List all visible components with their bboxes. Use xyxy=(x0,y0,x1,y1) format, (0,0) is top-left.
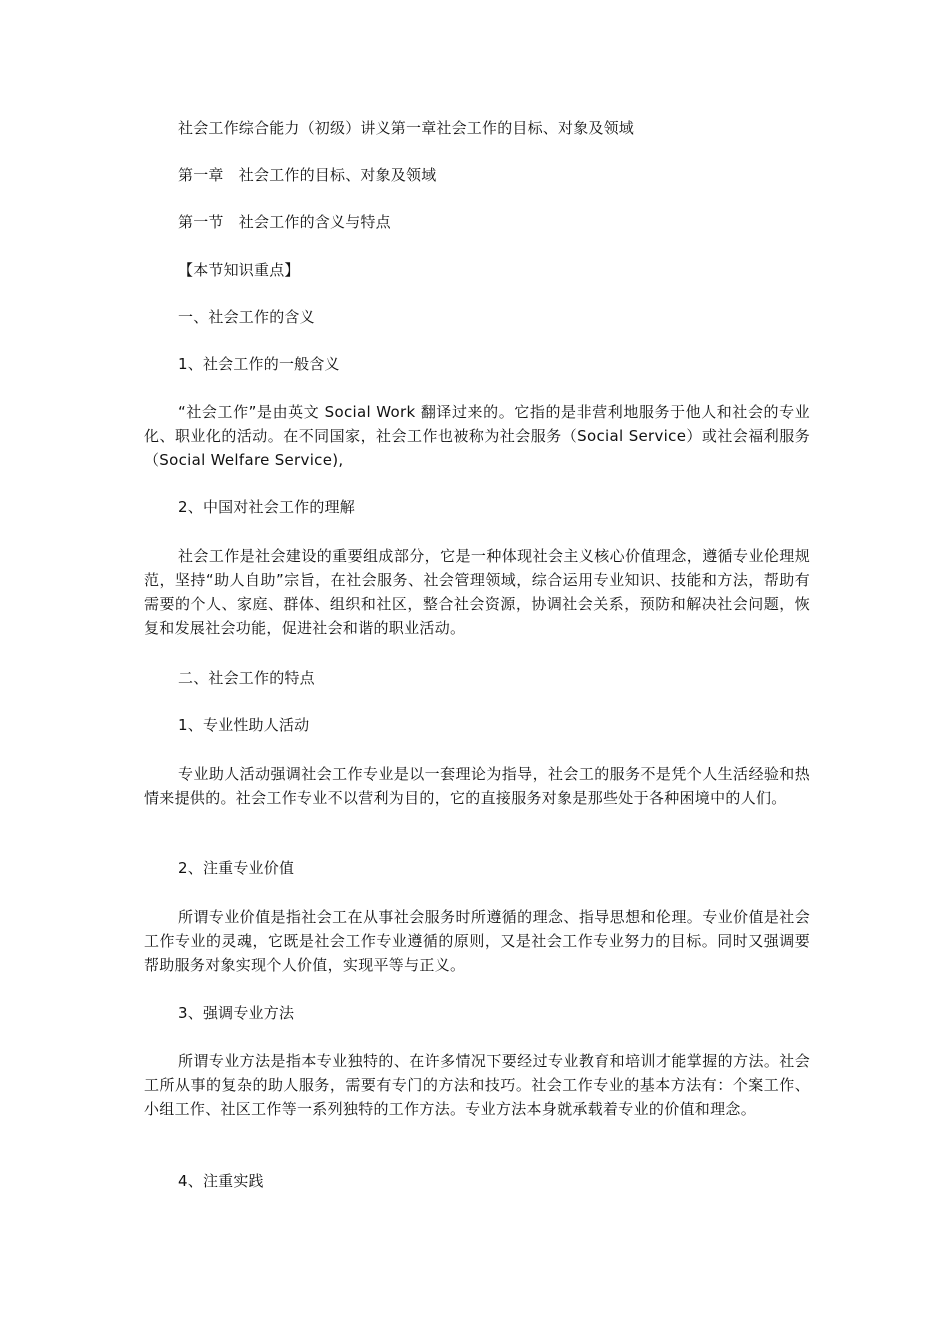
feature2-heading: 2、注重专业价值 xyxy=(178,859,295,877)
meaning-china-heading: 2、中国对社会工作的理解 xyxy=(178,498,355,516)
part1-heading: 一、社会工作的含义 xyxy=(178,308,315,326)
feature1-heading: 1、专业性助人活动 xyxy=(178,716,310,734)
feature3-paragraph: 所谓专业方法是指本专业独特的、在许多情况下要经过专业教育和培训才能掌握的方法。社会工所从事的复杂的助人服务，需要有专门的方法和技巧。社会工作专业的基本方法有：个案工作、小组工作、社区工作等一系列独特的工作方法。专业方法本身就承载着专业的价值和理念。 xyxy=(144,1052,810,1118)
meaning-general-heading: 1、社会工作的一般含义 xyxy=(178,355,340,373)
key-points-label: 【本节知识重点】 xyxy=(178,261,300,279)
meaning-china-paragraph: 社会工作是社会建设的重要组成部分，它是一种体现社会主义核心价值理念，遵循专业伦理规范，坚持“助人自助”宗旨，在社会服务、社会管理领域，综合运用专业知识、技能和方法，帮助有需要的个人、家庭、群体、组织和社区，整合社会资源，协调社会关系，预防和解决社会问题，恢复和发展社会功能，促进社会和谐的职业活动。 xyxy=(144,547,810,637)
chapter-heading: 第一章 社会工作的目标、对象及领域 xyxy=(178,166,437,184)
meaning-general-paragraph: “社会工作”是由英文 Social Work 翻译过来的。它指的是非营利地服务于他人和社会的专业化、职业化的活动。在不同国家，社会工作也被称为社会服务（Social Service）或社会福利服务（Social Welfare Service), xyxy=(144,403,810,469)
feature4-heading: 4、注重实践 xyxy=(178,1172,264,1190)
feature2-paragraph: 所谓专业价值是指社会工在从事社会服务时所遵循的理念、指导思想和伦理。专业价值是社会工作专业的灵魂，它既是社会工作专业遵循的原则，又是社会工作专业努力的目标。同时又强调要帮助服务对象实现个人价值，实现平等与正义。 xyxy=(144,908,810,974)
section-heading: 第一节 社会工作的含义与特点 xyxy=(178,213,391,231)
part2-heading: 二、社会工作的特点 xyxy=(178,669,315,687)
feature1-paragraph: 专业助人活动强调社会工作专业是以一套理论为指导，社会工的服务不是凭个人生活经验和热情来提供的。社会工作专业不以营利为目的，它的直接服务对象是那些处于各种困境中的人们。 xyxy=(144,765,810,807)
feature3-heading: 3、强调专业方法 xyxy=(178,1004,295,1022)
document-title: 社会工作综合能力（初级）讲义第一章社会工作的目标、对象及领域 xyxy=(178,119,635,137)
